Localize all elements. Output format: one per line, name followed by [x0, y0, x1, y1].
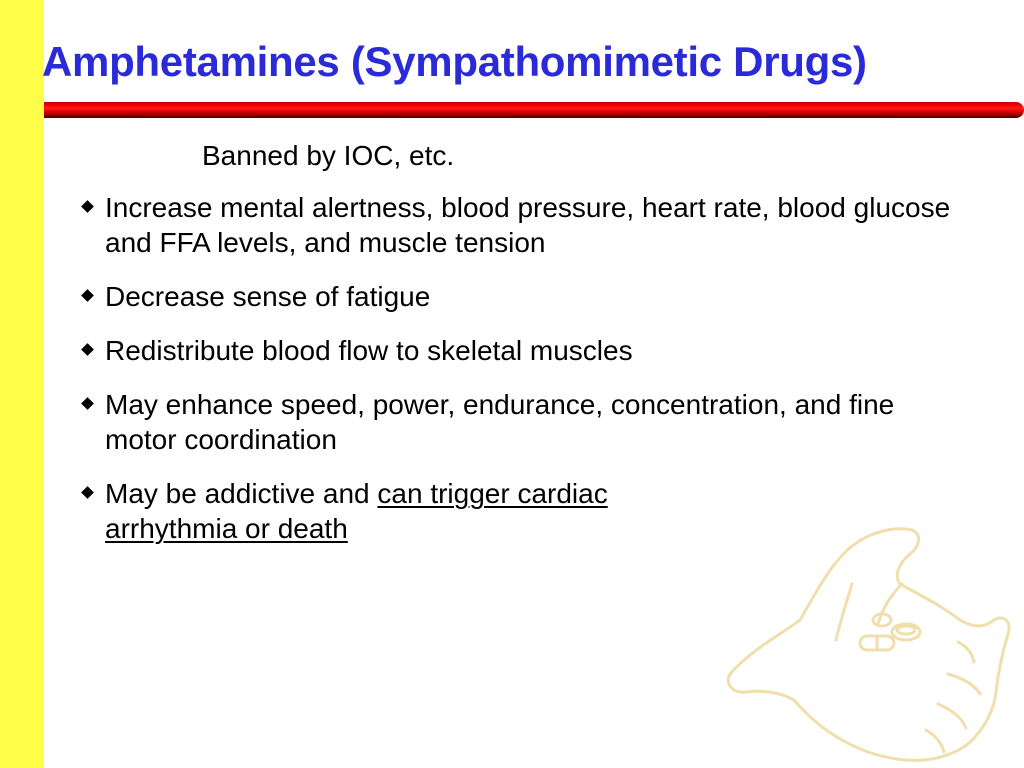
bullet-list — [80, 190, 960, 565]
bullet-text: May be addictive and — [105, 478, 378, 509]
diamond-bullet-icon — [81, 289, 94, 302]
bullet-item — [80, 387, 960, 457]
title-divider — [44, 102, 1024, 118]
diamond-bullet-icon — [81, 200, 94, 213]
bullet-text: Decrease sense of fatigue — [105, 281, 431, 312]
bullet-text: May enhance speed, power, endurance, concentration, and fine motor coordination — [105, 389, 895, 455]
slide-title: Amphetamines (Sympathomimetic Drugs) — [42, 38, 867, 85]
diamond-bullet-icon — [81, 486, 94, 499]
bullet-item — [80, 190, 960, 260]
bullet-text: Increase mental alertness, blood pressure, heart rate, blood glucose and FFA levels, and muscle tension — [105, 192, 951, 258]
slide-subtitle: Banned by IOC, etc. — [202, 140, 455, 171]
hand-holding-pills-icon — [722, 524, 1012, 764]
bullet-item — [80, 476, 745, 546]
bullet-item — [80, 333, 960, 368]
diamond-bullet-icon — [81, 397, 94, 410]
diamond-bullet-icon — [81, 343, 94, 356]
bullet-text: Redistribute blood flow to skeletal muscles — [105, 335, 633, 366]
left-accent-bar — [0, 0, 44, 768]
bullet-underlined-text: can trigger cardiac arrhythmia or death — [105, 478, 608, 544]
bullet-item — [80, 279, 960, 314]
